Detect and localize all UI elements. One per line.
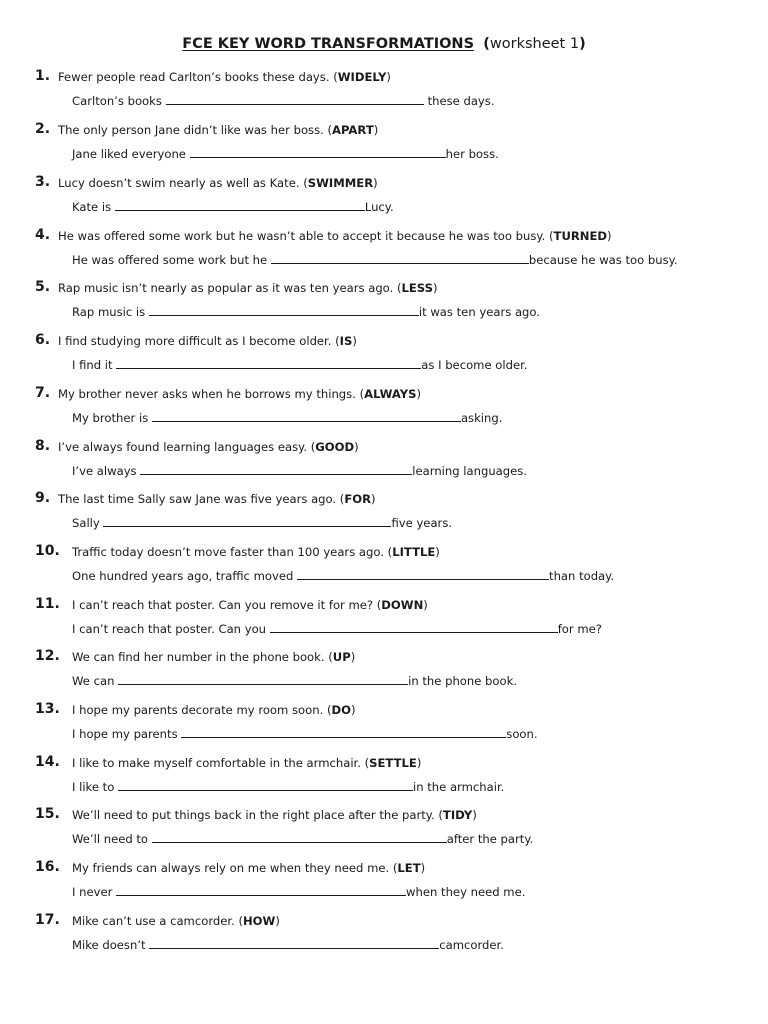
prompt-text: He was offered some work but he wasn’t able to accept it because he was too busy.: [58, 229, 546, 243]
title-subtitle: worksheet 1: [489, 36, 580, 52]
answer-sentence: [72, 409, 502, 426]
prompt-text: Traffic today doesn’t move faster than 100 years ago.: [72, 545, 384, 559]
prompt-text: The only person Jane didn’t like was her boss.: [58, 123, 324, 137]
prompt-text: I can’t reach that poster. Can you remove it for me?: [72, 598, 374, 612]
question-prompt: My friends can always rely on me when they need me. (LET): [72, 861, 426, 875]
question-prompt: I hope my parents decorate my room soon. (DO): [72, 703, 356, 717]
key-word: LESS: [401, 281, 433, 295]
question-number: 3.: [35, 174, 51, 190]
answer-tail-text: in the armchair.: [413, 780, 505, 794]
answer-sentence: [72, 883, 525, 900]
answer-sentence: [72, 830, 533, 847]
answer-sentence: [72, 620, 602, 637]
question-prompt: Traffic today doesn’t move faster than 100 years ago. (LITTLE): [72, 545, 440, 559]
question-number: 6.: [35, 332, 51, 348]
answer-tail-text: because he was too busy.: [528, 253, 678, 267]
key-word: DOWN: [381, 598, 424, 612]
prompt-text: I’ve always found learning languages easy.: [58, 440, 308, 454]
answer-blank[interactable]: [118, 778, 413, 791]
question-number: 1.: [35, 68, 51, 84]
answer-sentence: [72, 145, 499, 162]
answer-blank[interactable]: [270, 620, 558, 633]
key-word: LET: [397, 861, 421, 875]
title-close-paren: ): [579, 36, 586, 52]
answer-lead-text: I never: [72, 885, 113, 899]
answer-tail-text: learning languages.: [412, 464, 527, 478]
answer-lead-text: We’ll need to: [72, 832, 149, 846]
prompt-text: Fewer people read Carlton’s books these days.: [58, 70, 330, 84]
answer-blank[interactable]: [190, 145, 446, 158]
answer-sentence: [72, 356, 527, 373]
question-prompt: Rap music isn’t nearly as popular as it was ten years ago. (LESS): [58, 281, 438, 295]
answer-blank[interactable]: [115, 198, 365, 211]
prompt-text: We can find her number in the phone book.: [72, 650, 325, 664]
worksheet-title: [0, 35, 768, 53]
prompt-text: I hope my parents decorate my room soon.: [72, 703, 324, 717]
prompt-text: Rap music isn’t nearly as popular as it was ten years ago.: [58, 281, 394, 295]
question-number: 10.: [35, 543, 60, 559]
answer-blank[interactable]: [297, 567, 549, 580]
answer-tail-text: Lucy.: [364, 200, 394, 214]
answer-tail-text: after the party.: [446, 832, 534, 846]
question-prompt: I find studying more difficult as I become older. (IS): [58, 334, 357, 348]
question-prompt: We’ll need to put things back in the right place after the party. (TIDY): [72, 808, 477, 822]
answer-blank[interactable]: [166, 92, 424, 105]
key-word: ALWAYS: [364, 387, 417, 401]
answer-tail-text: these days.: [427, 94, 495, 108]
answer-tail-text: when they need me.: [406, 885, 526, 899]
answer-tail-text: it was ten years ago.: [418, 305, 540, 319]
question-prompt: Lucy doesn’t swim nearly as well as Kate. (SWIMMER): [58, 176, 378, 190]
question-prompt: He was offered some work but he wasn’t able to accept it because he was too busy. (TURNED): [58, 229, 612, 243]
answer-lead-text: Rap music is: [72, 305, 146, 319]
answer-tail-text: five years.: [391, 516, 453, 530]
key-word: HOW: [242, 914, 276, 928]
question-number: 2.: [35, 121, 51, 137]
prompt-text: Lucy doesn’t swim nearly as well as Kate.: [58, 176, 300, 190]
answer-lead-text: I like to: [72, 780, 115, 794]
answer-blank[interactable]: [116, 356, 421, 369]
answer-lead-text: Carlton’s books: [72, 94, 162, 108]
answer-lead-text: Mike doesn’t: [72, 938, 146, 952]
prompt-text: The last time Sally saw Jane was five years ago.: [58, 492, 337, 506]
question-prompt: I’ve always found learning languages easy. (GOOD): [58, 440, 359, 454]
answer-tail-text: asking.: [460, 411, 503, 425]
question-number: 15.: [35, 806, 60, 822]
answer-lead-text: My brother is: [72, 411, 149, 425]
question-number: 13.: [35, 701, 60, 717]
question-prompt: The only person Jane didn’t like was her boss. (APART): [58, 123, 379, 137]
question-number: 7.: [35, 385, 51, 401]
question-number: 11.: [35, 596, 60, 612]
answer-blank[interactable]: [149, 303, 419, 316]
key-word: IS: [339, 334, 353, 348]
prompt-text: Mike can’t use a camcorder.: [72, 914, 235, 928]
question-prompt: Fewer people read Carlton’s books these days. (WIDELY): [58, 70, 391, 84]
answer-blank[interactable]: [181, 725, 506, 738]
answer-blank[interactable]: [152, 830, 447, 843]
question-number: 12.: [35, 648, 60, 664]
answer-sentence: [72, 92, 495, 109]
answer-sentence: [72, 725, 538, 742]
answer-lead-text: I hope my parents: [72, 727, 178, 741]
question-number: 4.: [35, 227, 51, 243]
answer-lead-text: He was offered some work but he: [72, 253, 268, 267]
key-word: GOOD: [315, 440, 355, 454]
question-number: 5.: [35, 279, 51, 295]
key-word: APART: [332, 123, 374, 137]
question-number: 14.: [35, 754, 60, 770]
answer-blank[interactable]: [140, 462, 412, 475]
answer-lead-text: I can’t reach that poster. Can you: [72, 622, 267, 636]
prompt-text: My brother never asks when he borrows my things.: [58, 387, 356, 401]
answer-blank[interactable]: [152, 409, 461, 422]
prompt-text: I find studying more difficult as I become older.: [58, 334, 332, 348]
key-word: TURNED: [553, 229, 608, 243]
answer-sentence: [72, 303, 540, 320]
answer-tail-text: than today.: [549, 569, 615, 583]
answer-sentence: [72, 514, 452, 531]
question-prompt: I like to make myself comfortable in the armchair. (SETTLE): [72, 756, 422, 770]
answer-sentence: [72, 778, 504, 795]
key-word: WIDELY: [337, 70, 387, 84]
question-number: 9.: [35, 490, 51, 506]
key-word: SWIMMER: [307, 176, 374, 190]
key-word: LITTLE: [392, 545, 436, 559]
question-number: 16.: [35, 859, 60, 875]
question-prompt: My brother never asks when he borrows my things. (ALWAYS): [58, 387, 421, 401]
answer-sentence: [72, 936, 504, 953]
prompt-text: I like to make myself comfortable in the armchair.: [72, 756, 361, 770]
answer-blank[interactable]: [118, 672, 408, 685]
answer-sentence: [72, 567, 614, 584]
answer-lead-text: I find it: [72, 358, 113, 372]
title-main: FCE KEY WORD TRANSFORMATIONS: [182, 36, 475, 52]
question-prompt: I can’t reach that poster. Can you remove it for me? (DOWN): [72, 598, 428, 612]
answer-tail-text: in the phone book.: [408, 674, 518, 688]
answer-lead-text: Kate is: [72, 200, 112, 214]
answer-blank[interactable]: [116, 883, 406, 896]
answer-blank[interactable]: [149, 936, 439, 949]
answer-sentence: [72, 251, 678, 268]
answer-tail-text: camcorder.: [439, 938, 504, 952]
question-prompt: We can find her number in the phone book. (UP): [72, 650, 356, 664]
answer-sentence: [72, 198, 394, 215]
prompt-text: We’ll need to put things back in the right place after the party.: [72, 808, 435, 822]
answer-sentence: [72, 462, 527, 479]
answer-lead-text: We can: [72, 674, 115, 688]
answer-lead-text: One hundred years ago, traffic moved: [72, 569, 294, 583]
key-word: TIDY: [442, 808, 473, 822]
key-word: SETTLE: [369, 756, 417, 770]
answer-lead-text: Jane liked everyone: [72, 147, 186, 161]
answer-tail-text: for me?: [557, 622, 602, 636]
question-prompt: Mike can’t use a camcorder. (HOW): [72, 914, 280, 928]
answer-lead-text: Sally: [72, 516, 100, 530]
answer-tail-text: soon.: [506, 727, 538, 741]
prompt-text: My friends can always rely on me when they need me.: [72, 861, 390, 875]
answer-lead-text: I’ve always: [72, 464, 137, 478]
answer-sentence: [72, 672, 517, 689]
key-word: UP: [332, 650, 351, 664]
answer-blank[interactable]: [103, 514, 391, 527]
answer-tail-text: her boss.: [445, 147, 499, 161]
question-prompt: The last time Sally saw Jane was five years ago. (FOR): [58, 492, 376, 506]
answer-tail-text: as I become older.: [421, 358, 528, 372]
question-number: 8.: [35, 438, 51, 454]
title-open-paren: (: [483, 36, 490, 52]
key-word: DO: [331, 703, 351, 717]
answer-blank[interactable]: [271, 251, 529, 264]
question-number: 17.: [35, 912, 60, 928]
key-word: FOR: [344, 492, 372, 506]
